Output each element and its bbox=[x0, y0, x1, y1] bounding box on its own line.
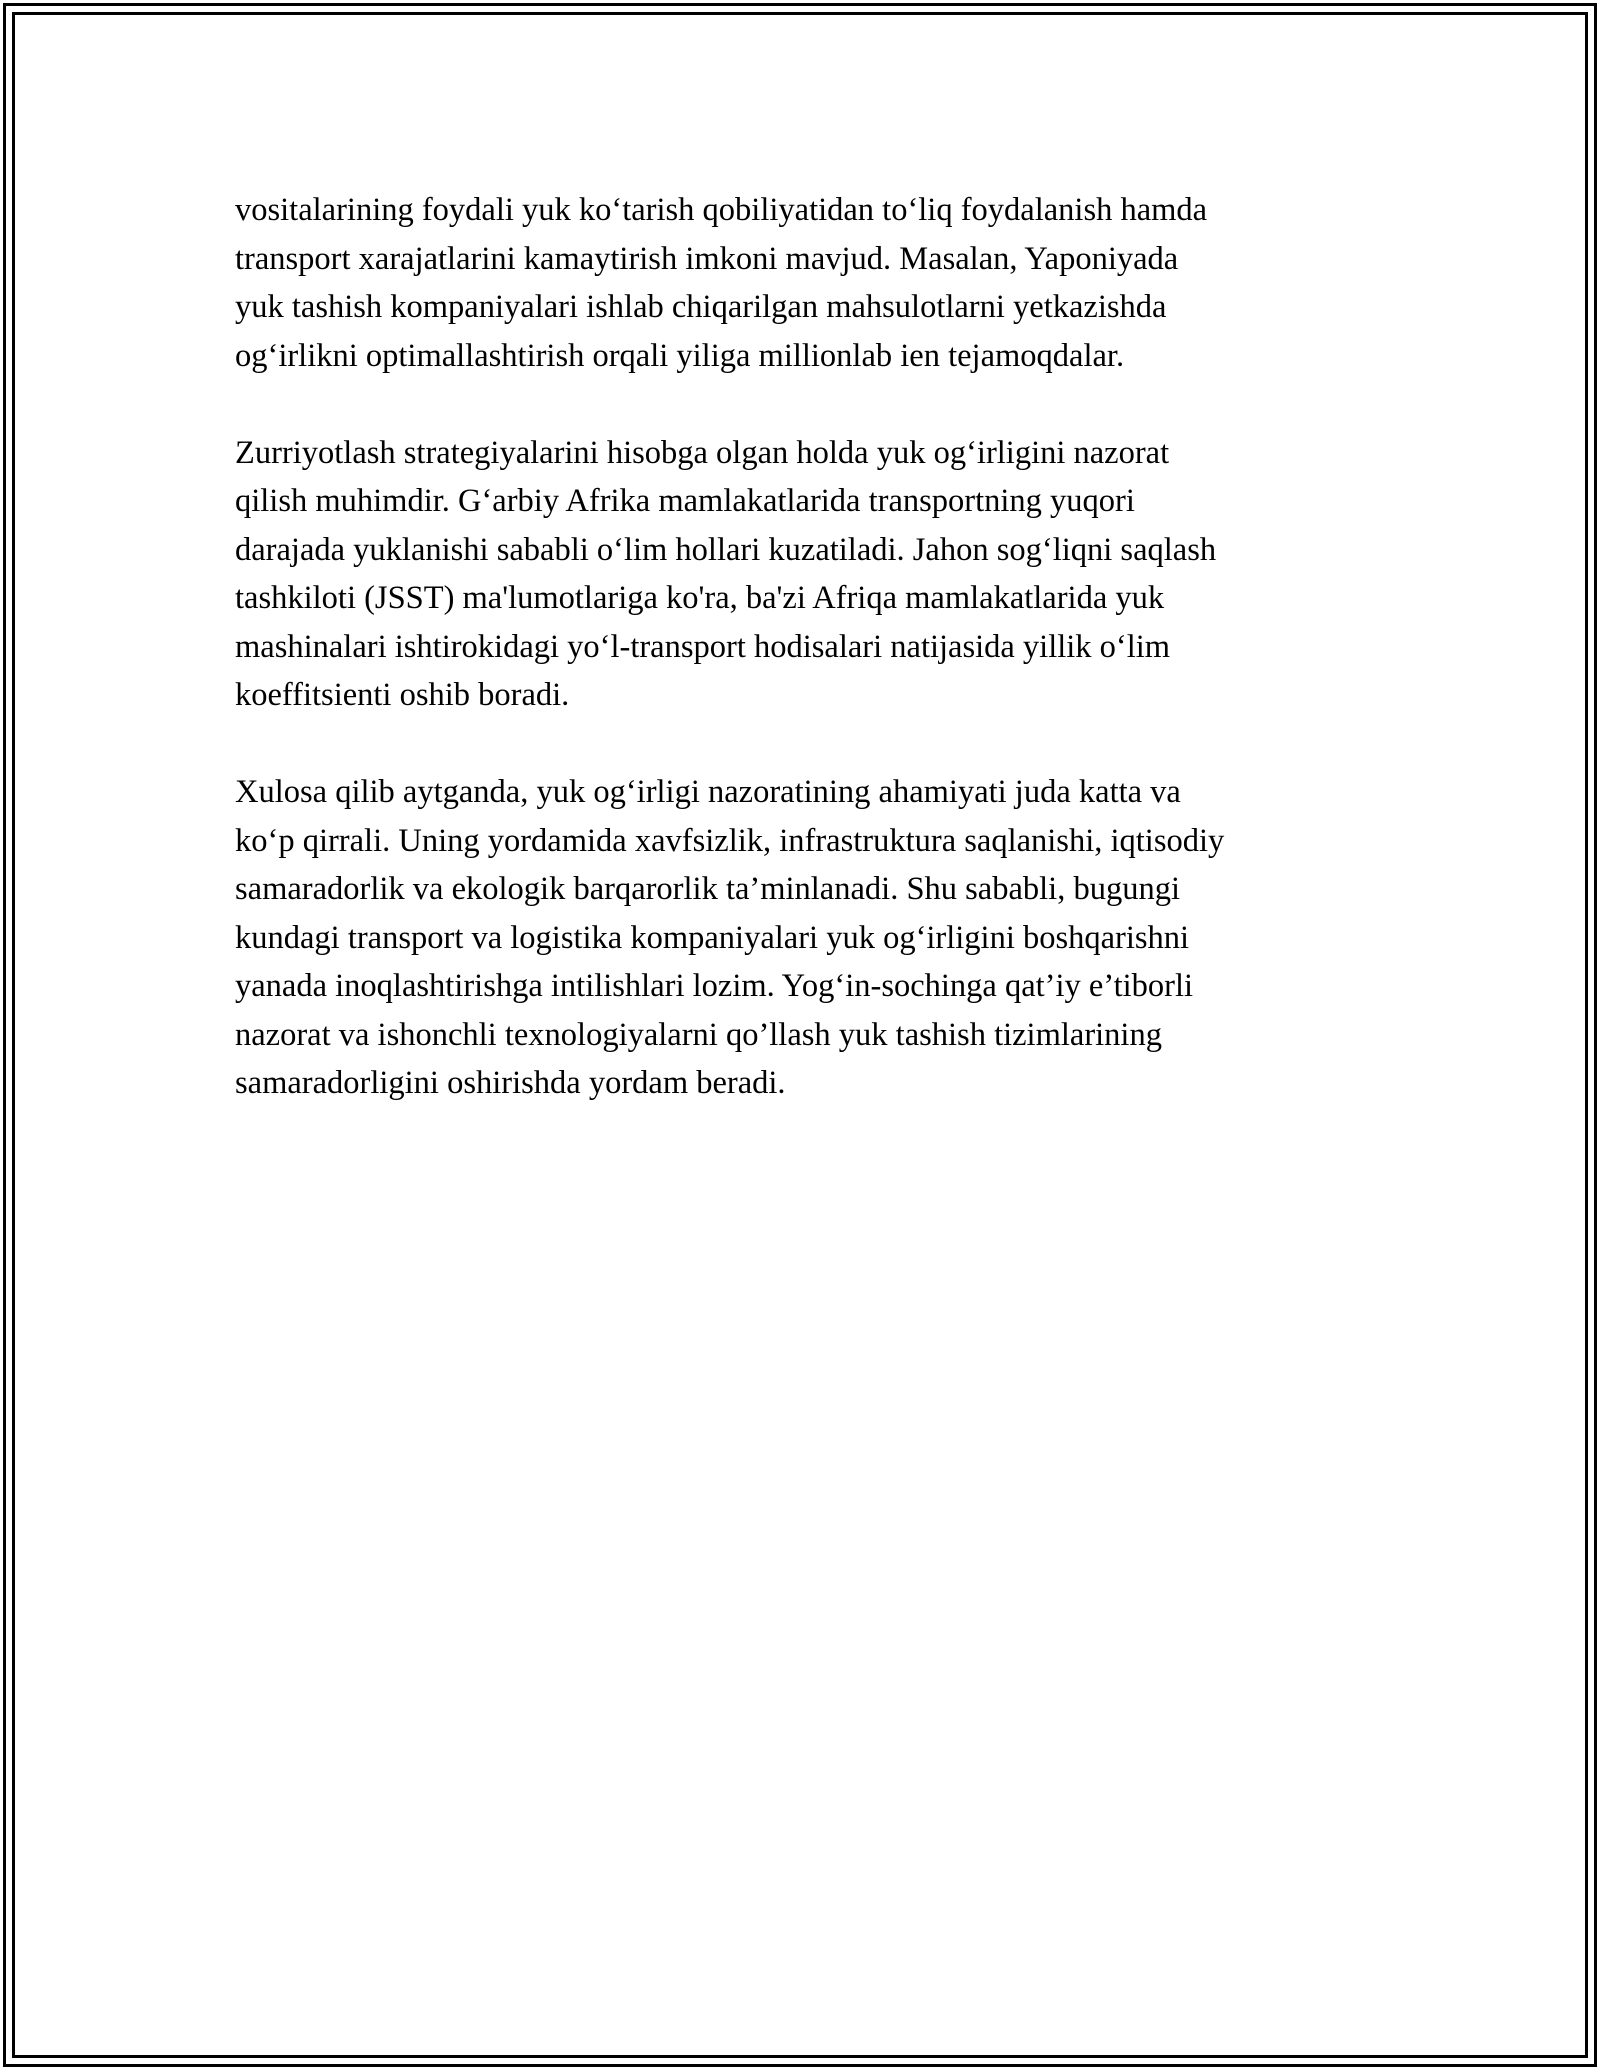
paragraph-line: Xulosa qilib aytganda, yuk og‘irligi nazoratining ahamiyati juda katta va bbox=[235, 774, 1181, 810]
paragraph-line: yuk tashish kompaniyalari ishlab chiqarilgan mahsulotlarni yetkazishda bbox=[235, 289, 1167, 325]
paragraph-line: samaradorligini oshirishda yordam beradi. bbox=[235, 1065, 786, 1101]
paragraph-line: nazorat va ishonchli texnologiyalarni qo’llash yuk tashish tizimlarining bbox=[235, 1016, 1162, 1053]
paragraph-line: koeffitsienti oshib boradi. bbox=[235, 677, 570, 713]
paragraph-line: og‘irlikni optimallashtirish orqali yiliga millionlab ien tejamoqdalar. bbox=[235, 337, 1125, 374]
paragraph-line: transport xarajatlarini kamaytirish imkoni mavjud. Masalan, Yaponiyada bbox=[235, 240, 1179, 277]
paragraph-line: kundagi transport va logistika kompaniyalari yuk og‘irligini boshqarishni bbox=[235, 919, 1190, 956]
paragraph-line: yanada inoqlashtirishga intilishlari lozim. Yog‘in-sochinga qat’iy e’tiborli bbox=[235, 968, 1194, 1004]
document-body bbox=[235, 186, 1375, 1156]
paragraph-3 bbox=[235, 768, 1375, 1108]
paragraph-line: mashinalari ishtirokidagi yo‘l-transport hodisalari natijasida yillik o‘lim bbox=[235, 628, 1171, 665]
paragraph-line: vositalarining foydali yuk ko‘tarish qobiliyatidan to‘liq foydalanish hamda bbox=[235, 192, 1208, 228]
paragraph-line: ko‘p qirrali. Uning yordamida xavfsizlik, infrastruktura saqlanishi, iqtisodiy bbox=[235, 822, 1225, 859]
paragraph-line: darajada yuklanishi sababli o‘lim hollari kuzatiladi. Jahon sog‘liqni saqlash bbox=[235, 531, 1217, 568]
paragraph-line: tashkiloti (JSST) ma'lumotlariga ko'ra, ba'zi Afriqa mamlakatlarida yuk bbox=[235, 580, 1165, 616]
paragraph-1 bbox=[235, 186, 1375, 380]
paragraph-line: samaradorlik va ekologik barqarorlik ta’minlanadi. Shu sababli, bugungi bbox=[235, 871, 1180, 907]
paragraph-2 bbox=[235, 429, 1375, 720]
paragraph-line: qilish muhimdir. G‘arbiy Afrika mamlakatlarida transportning yuqori bbox=[235, 483, 1135, 519]
paragraph-line: Zurriyotlash strategiyalarini hisobga olgan holda yuk og‘irligini nazorat bbox=[235, 434, 1170, 471]
